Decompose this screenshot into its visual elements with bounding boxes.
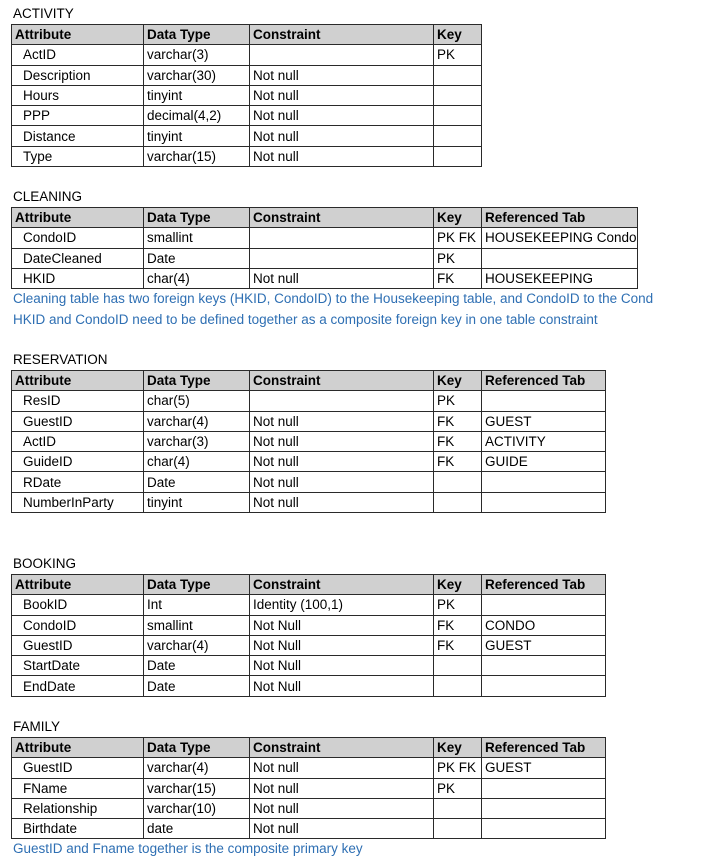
attribute-cell: GuestID <box>12 758 144 778</box>
header-key: Key <box>434 25 482 45</box>
reservation-table <box>11 370 606 513</box>
table-row <box>12 452 606 472</box>
table-row <box>12 45 482 65</box>
referenced-table-cell: HOUSEKEEPING <box>482 268 638 288</box>
attribute-cell: StartDate <box>12 656 144 676</box>
key-cell: PK <box>434 45 482 65</box>
table-row <box>12 819 606 839</box>
table-row <box>12 431 606 451</box>
constraint-cell: Not null <box>250 65 434 85</box>
attribute-cell: Description <box>12 65 144 85</box>
data-type-cell: decimal(4,2) <box>144 106 250 126</box>
attribute-cell: EndDate <box>12 676 144 696</box>
attribute-cell: PPP <box>12 106 144 126</box>
table-row <box>12 411 606 431</box>
referenced-table-cell <box>482 472 606 492</box>
table-header-row <box>12 371 606 391</box>
table-header-row <box>12 738 606 758</box>
family-note-composite-primary-key: GuestID and Fname together is the composite primary key <box>13 841 363 856</box>
referenced-table-cell <box>482 391 606 411</box>
constraint-cell: Not null <box>250 758 434 778</box>
constraint-cell: Not null <box>250 431 434 451</box>
data-type-cell: Date <box>144 248 250 268</box>
header-referenced-table: Referenced Tab <box>482 575 606 595</box>
attribute-cell: GuestID <box>12 411 144 431</box>
header-data-type: Data Type <box>144 25 250 45</box>
data-type-cell: varchar(15) <box>144 146 250 166</box>
table-header-row <box>12 208 638 228</box>
booking-title: BOOKING <box>13 556 77 571</box>
referenced-table-cell <box>482 798 606 818</box>
constraint-cell: Not null <box>250 819 434 839</box>
table-row <box>12 248 638 268</box>
header-key: Key <box>434 371 482 391</box>
attribute-cell: Distance <box>12 126 144 146</box>
attribute-cell: NumberInParty <box>12 492 144 512</box>
constraint-cell: Not null <box>250 778 434 798</box>
constraint-cell <box>250 248 434 268</box>
activity-table <box>11 24 482 167</box>
key-cell <box>434 819 482 839</box>
constraint-cell: Not null <box>250 106 434 126</box>
data-type-cell: varchar(10) <box>144 798 250 818</box>
referenced-table-cell: ACTIVITY <box>482 431 606 451</box>
constraint-cell: Not Null <box>250 635 434 655</box>
header-attribute: Attribute <box>12 208 144 228</box>
data-type-cell: smallint <box>144 615 250 635</box>
key-cell: PK <box>434 248 482 268</box>
key-cell <box>434 656 482 676</box>
key-cell: FK <box>434 268 482 288</box>
constraint-cell: Not Null <box>250 615 434 635</box>
cleaning-title: CLEANING <box>13 189 83 204</box>
attribute-cell: ActID <box>12 45 144 65</box>
header-key: Key <box>434 208 482 228</box>
constraint-cell <box>250 391 434 411</box>
cleaning-note-foreign-keys: Cleaning table has two foreign keys (HKID, CondoID) to the Housekeeping table, and CondoID to the Cond <box>13 291 654 306</box>
data-type-cell: char(5) <box>144 391 250 411</box>
attribute-cell: GuestID <box>12 635 144 655</box>
header-key: Key <box>434 738 482 758</box>
referenced-table-cell <box>482 492 606 512</box>
referenced-table-cell: GUIDE <box>482 452 606 472</box>
key-cell <box>434 146 482 166</box>
header-attribute: Attribute <box>12 371 144 391</box>
header-referenced-table: Referenced Tab <box>482 371 606 391</box>
header-attribute: Attribute <box>12 575 144 595</box>
table-row <box>12 268 638 288</box>
activity-title: ACTIVITY <box>13 6 74 21</box>
key-cell: FK <box>434 615 482 635</box>
constraint-cell: Not Null <box>250 656 434 676</box>
attribute-cell: Birthdate <box>12 819 144 839</box>
referenced-table-cell <box>482 778 606 798</box>
key-cell: PK <box>434 595 482 615</box>
key-cell: FK <box>434 431 482 451</box>
attribute-cell: ActID <box>12 431 144 451</box>
data-type-cell: varchar(4) <box>144 758 250 778</box>
booking-table <box>11 574 606 697</box>
data-type-cell: Date <box>144 676 250 696</box>
header-constraint: Constraint <box>250 371 434 391</box>
key-cell <box>434 106 482 126</box>
constraint-cell <box>250 45 434 65</box>
data-type-cell: varchar(3) <box>144 431 250 451</box>
attribute-cell: Hours <box>12 85 144 105</box>
table-row <box>12 778 606 798</box>
attribute-cell: CondoID <box>12 228 144 248</box>
header-constraint: Constraint <box>250 208 434 228</box>
table-header-row <box>12 25 482 45</box>
key-cell: PK <box>434 778 482 798</box>
attribute-cell: DateCleaned <box>12 248 144 268</box>
attribute-cell: RDate <box>12 472 144 492</box>
constraint-cell: Not null <box>250 798 434 818</box>
header-data-type: Data Type <box>144 371 250 391</box>
constraint-cell: Not null <box>250 452 434 472</box>
key-cell: FK <box>434 411 482 431</box>
referenced-table-cell: GUEST <box>482 635 606 655</box>
table-row <box>12 492 606 512</box>
data-type-cell: char(4) <box>144 268 250 288</box>
constraint-cell: Not null <box>250 126 434 146</box>
table-row <box>12 146 482 166</box>
table-row <box>12 676 606 696</box>
data-type-cell: varchar(15) <box>144 778 250 798</box>
attribute-cell: BookID <box>12 595 144 615</box>
attribute-cell: CondoID <box>12 615 144 635</box>
key-cell: PK FK <box>434 758 482 778</box>
data-type-cell: varchar(3) <box>144 45 250 65</box>
referenced-table-cell <box>482 819 606 839</box>
data-type-cell: date <box>144 819 250 839</box>
constraint-cell: Not null <box>250 472 434 492</box>
header-attribute: Attribute <box>12 738 144 758</box>
data-type-cell: tinyint <box>144 126 250 146</box>
table-row <box>12 615 606 635</box>
table-row <box>12 126 482 146</box>
table-row <box>12 656 606 676</box>
header-data-type: Data Type <box>144 575 250 595</box>
family-title: FAMILY <box>13 719 61 734</box>
referenced-table-cell <box>482 656 606 676</box>
header-data-type: Data Type <box>144 208 250 228</box>
cleaning-note-composite-key: HKID and CondoID need to be defined together as a composite foreign key in one table constraint <box>13 312 598 327</box>
attribute-cell: FName <box>12 778 144 798</box>
header-constraint: Constraint <box>250 25 434 45</box>
key-cell <box>434 492 482 512</box>
constraint-cell: Not null <box>250 146 434 166</box>
header-referenced-table: Referenced Tab <box>482 738 606 758</box>
header-attribute: Attribute <box>12 25 144 45</box>
constraint-cell: Not null <box>250 411 434 431</box>
referenced-table-cell: HOUSEKEEPING Condo <box>482 228 638 248</box>
constraint-cell: Not Null <box>250 676 434 696</box>
table-row <box>12 758 606 778</box>
referenced-table-cell: GUEST <box>482 411 606 431</box>
table-row <box>12 595 606 615</box>
constraint-cell: Not null <box>250 492 434 512</box>
key-cell: FK <box>434 452 482 472</box>
attribute-cell: Relationship <box>12 798 144 818</box>
attribute-cell: GuideID <box>12 452 144 472</box>
key-cell <box>434 85 482 105</box>
attribute-cell: ResID <box>12 391 144 411</box>
reservation-title: RESERVATION <box>13 352 108 367</box>
table-row <box>12 472 606 492</box>
table-row <box>12 798 606 818</box>
table-row <box>12 65 482 85</box>
header-constraint: Constraint <box>250 575 434 595</box>
referenced-table-cell: CONDO <box>482 615 606 635</box>
referenced-table-cell <box>482 248 638 268</box>
referenced-table-cell <box>482 595 606 615</box>
data-type-cell: smallint <box>144 228 250 248</box>
attribute-cell: Type <box>12 146 144 166</box>
family-table <box>11 737 606 839</box>
data-type-cell: Date <box>144 472 250 492</box>
header-constraint: Constraint <box>250 738 434 758</box>
cleaning-table <box>11 207 638 289</box>
key-cell: PK <box>434 391 482 411</box>
attribute-cell: HKID <box>12 268 144 288</box>
key-cell: FK <box>434 635 482 655</box>
constraint-cell: Not null <box>250 85 434 105</box>
data-type-cell: varchar(4) <box>144 635 250 655</box>
table-row <box>12 228 638 248</box>
table-header-row <box>12 575 606 595</box>
table-row <box>12 391 606 411</box>
key-cell <box>434 676 482 696</box>
table-row <box>12 85 482 105</box>
header-key: Key <box>434 575 482 595</box>
header-referenced-table: Referenced Tab <box>482 208 638 228</box>
data-type-cell: Int <box>144 595 250 615</box>
key-cell <box>434 798 482 818</box>
key-cell <box>434 65 482 85</box>
key-cell: PK FK <box>434 228 482 248</box>
constraint-cell <box>250 228 434 248</box>
data-type-cell: varchar(30) <box>144 65 250 85</box>
data-type-cell: tinyint <box>144 85 250 105</box>
key-cell <box>434 472 482 492</box>
referenced-table-cell <box>482 676 606 696</box>
key-cell <box>434 126 482 146</box>
data-type-cell: Date <box>144 656 250 676</box>
header-data-type: Data Type <box>144 738 250 758</box>
data-type-cell: tinyint <box>144 492 250 512</box>
constraint-cell: Identity (100,1) <box>250 595 434 615</box>
table-row <box>12 635 606 655</box>
data-type-cell: char(4) <box>144 452 250 472</box>
data-type-cell: varchar(4) <box>144 411 250 431</box>
referenced-table-cell: GUEST <box>482 758 606 778</box>
constraint-cell: Not null <box>250 268 434 288</box>
table-row <box>12 106 482 126</box>
